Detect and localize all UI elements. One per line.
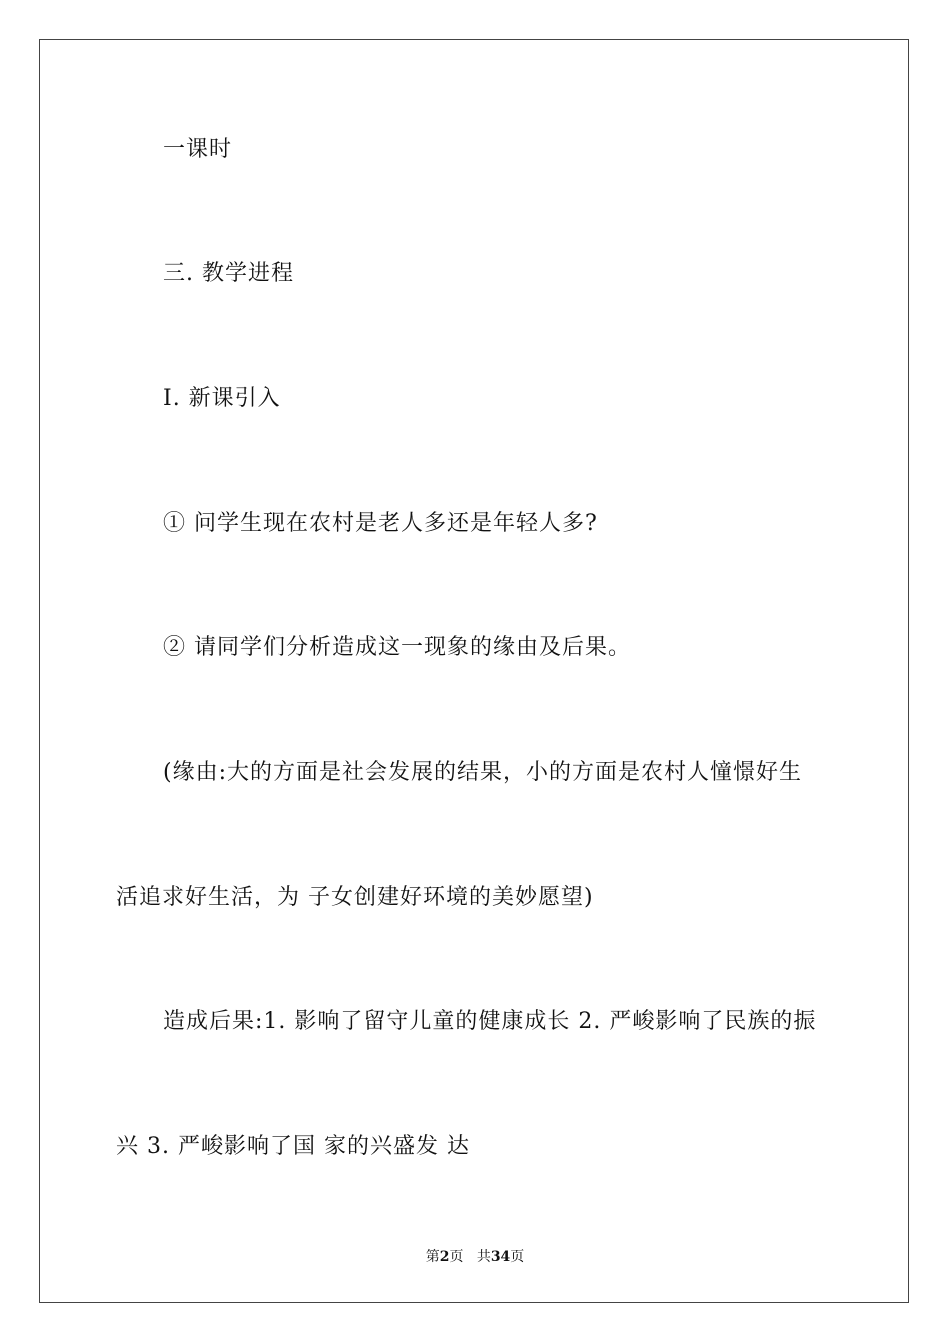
page-footer — [0, 1248, 950, 1266]
paragraph-consequence-line-2: 兴 3. 严峻影响了国 家的兴盛发 达 — [116, 1134, 470, 1159]
footer-total-prefix: 共 — [476, 1249, 491, 1265]
paragraph-reason-line-1: (缘由:大的方面是社会发展的结果，小的方面是农村人憧憬好生 — [163, 760, 802, 785]
paragraph-reason-line-2: 活追求好生活，为 子女创建好环境的美妙愿望) — [116, 885, 594, 910]
footer-total-pages: 34 — [490, 1249, 511, 1265]
paragraph-lesson-count: 一课时 — [163, 137, 233, 162]
footer-page-unit: 页 — [449, 1249, 464, 1265]
list-item-question-2: ② 请同学们分析造成这一现象的缘由及后果。 — [163, 635, 631, 660]
heading-new-lesson-intro: Ⅰ. 新课引入 — [163, 386, 281, 411]
footer-page-number: 2 — [439, 1249, 450, 1265]
heading-teaching-process: 三. 教学进程 — [163, 261, 294, 286]
list-item-question-1: ① 问学生现在农村是老人多还是年轻人多? — [163, 511, 598, 536]
page-border — [39, 39, 909, 1303]
footer-total-unit: 页 — [510, 1249, 525, 1265]
paragraph-consequence-line-1: 造成后果:1. 影响了留守儿童的健康成长 2. 严峻影响了民族的振 — [163, 1009, 817, 1034]
footer-prefix: 第 — [425, 1249, 440, 1265]
